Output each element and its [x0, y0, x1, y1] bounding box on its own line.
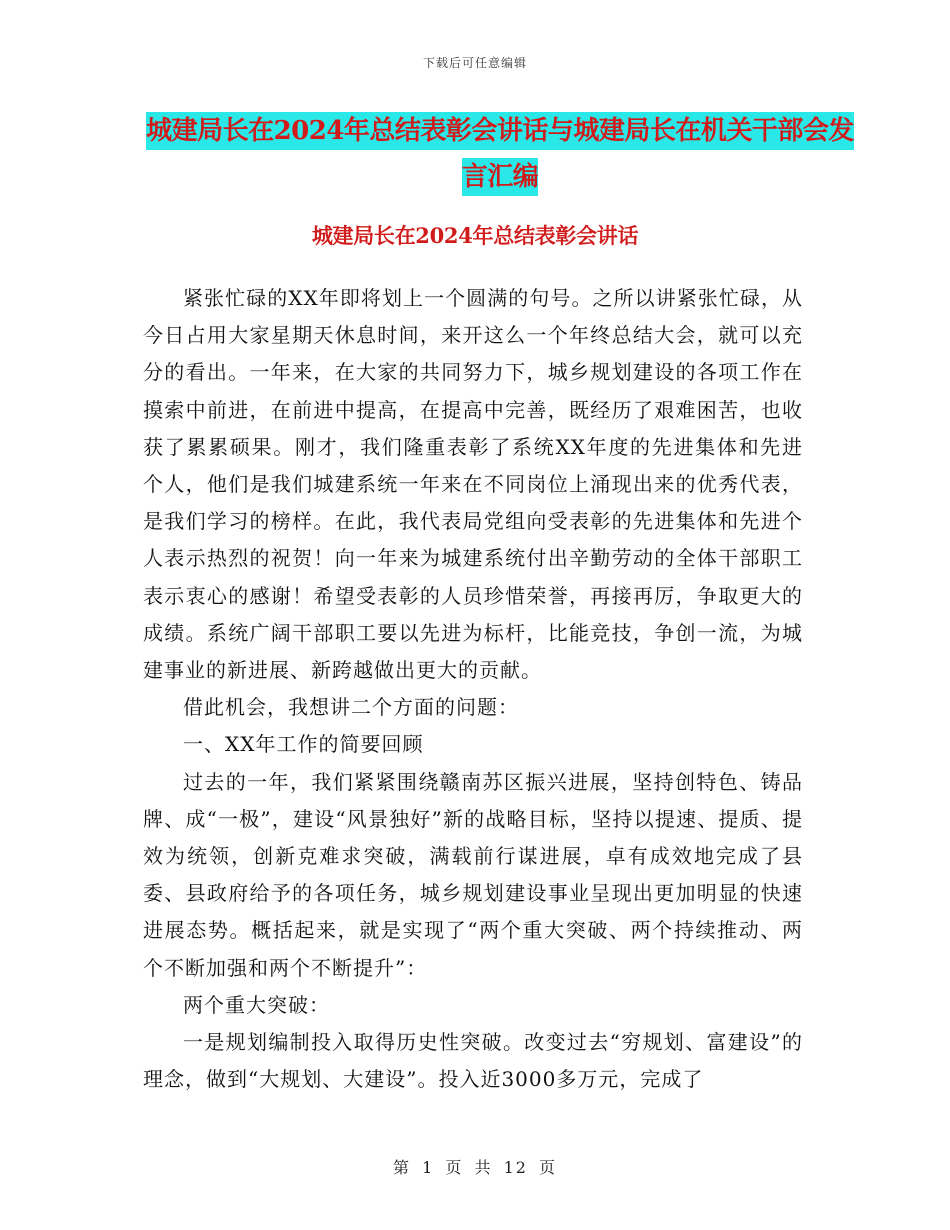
page-total-number: 12: [503, 1158, 528, 1177]
document-title-text: 城建局长在2024年总结表彰会讲话与城建局长在机关干部会发言汇编: [146, 112, 854, 196]
document-body: [143, 280, 803, 1098]
page-label-suffix: 页: [539, 1158, 558, 1177]
section-title: 城建局长在2024年总结表彰会讲话: [311, 223, 639, 248]
body-paragraph: 一是规划编制投入取得历史性突破。改变过去“穷规划、富建设”的理念，做到“大规划、大建设”。投入近3000多万元，完成了: [143, 1030, 803, 1092]
body-paragraph: 两个重大突破：: [183, 992, 330, 1017]
body-paragraph: 借此机会，我想讲二个方面的问题：: [183, 695, 519, 720]
page-label-prefix: 第: [392, 1158, 411, 1177]
page-footer: [0, 1155, 950, 1178]
page-header-note: 下载后可任意编辑: [422, 56, 527, 70]
body-paragraph: 一、XX年工作的简要回顾: [183, 732, 424, 757]
page-current-number: 1: [422, 1158, 435, 1177]
document-title: [140, 108, 860, 200]
page-label-mid1: 页: [445, 1158, 464, 1177]
page-label-mid2: 共: [474, 1158, 493, 1177]
body-paragraph: 紧张忙碌的XX年即将划上一个圆满的句号。之所以讲紧张忙碌，从今日占用大家星期天休息时间，来开这么一个年终总结大会，就可以充分的看出。一年来，在大家的共同努力下，城乡规划建设的各项工作在摸索中前进，在前进中提高，在提高中完善，既经历了艰难困苦，也收获了累累硕果。刚才，我们隆重表彰了系统XX年度的先进集体和先进个人，他们是我们城建系统一年来在不同岗位上涌现出来的优秀代表，是我们学习的榜样。在此，我代表局党组向受表彰的先进集体和先进个人表示热烈的祝贺！向一年来为城建系统付出辛勤劳动的全体干部职工表示衷心的感谢！希望受表彰的人员珍惜荣誉，再接再厉，争取更大的成绩。系统广阔干部职工要以先进为标杆，比能竞技，争创一流，为城建事业的新进展、新跨越做出更大的贡献。: [143, 286, 803, 683]
body-paragraph: 过去的一年，我们紧紧围绕赣南苏区振兴进展，坚持创特色、铸品牌、成“一极”，建设“风景独好”新的战略目标，坚持以提速、提质、提效为统领，创新克难求突破，满载前行谋进展，卓有成效地完成了县委、县政府给予的各项任务，城乡规划建设事业呈现出更加明显的快速进展态势。概括起来，就是实现了“两个重大突破、两个持续推动、两个不断加强和两个不断提升”：: [143, 769, 803, 980]
